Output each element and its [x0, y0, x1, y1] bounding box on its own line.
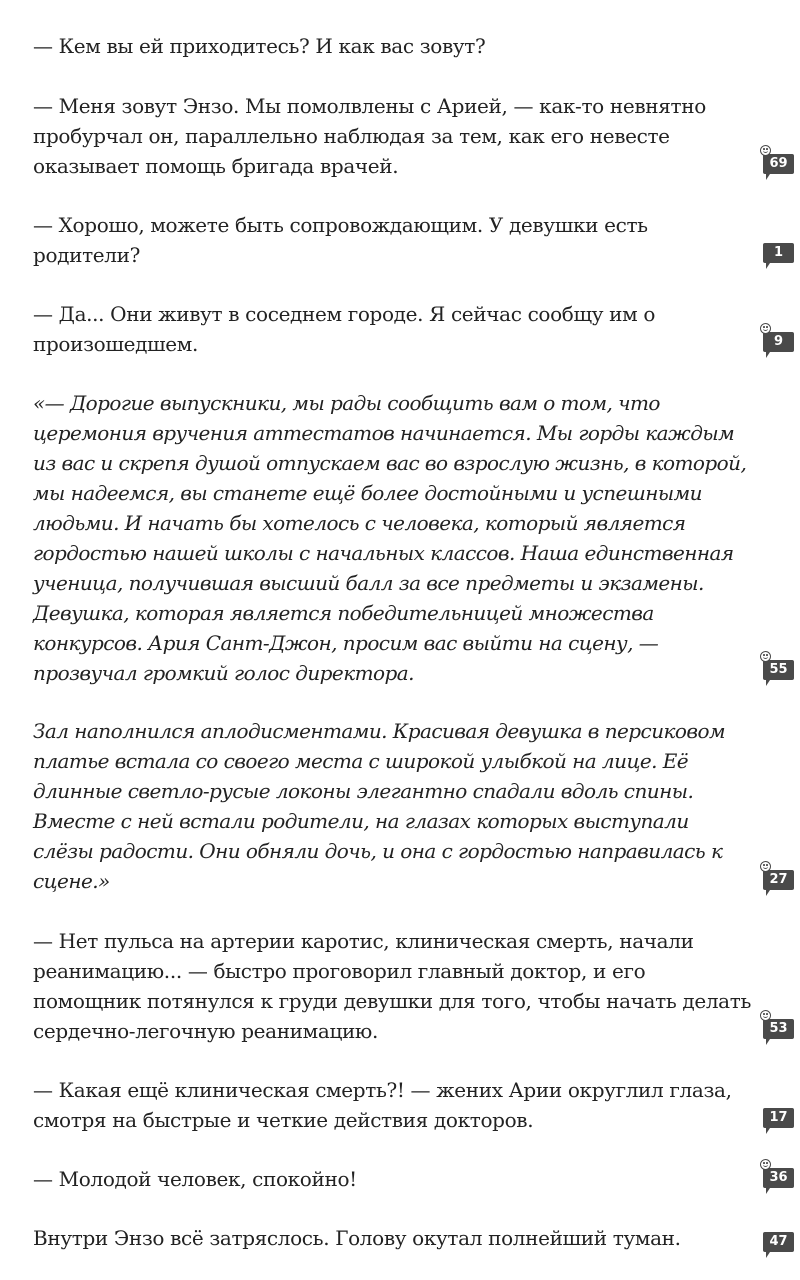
- paragraph-5-comments-button[interactable]: [763, 656, 794, 682]
- comment-count: 9: [773, 334, 784, 349]
- paragraph-6: Зал наполнился аплодисментами. Красивая девушка в персиковом платье встала со своего места с широкой улыбкой на лице. Её длинные светло-русые локоны элегантно спадали вдоль спины. Вместе с ней встали родители, на глазах которых выступали слёзы радости. Они обняли дочь, и она с гордостью направилась к сцене.»: [33, 719, 726, 893]
- paragraph-3: — Хорошо, можете быть сопровождающим. У девушки есть родители?: [33, 213, 648, 267]
- paragraph-10: Внутри Энзо всё затряслось. Голову окутал полнейший туман.: [33, 1226, 681, 1250]
- comment-count: 47: [769, 1234, 788, 1249]
- paragraph-6-comments-button[interactable]: [763, 866, 794, 892]
- paragraph-1: — Кем вы ей приходитесь? И как вас зовут?: [33, 34, 486, 58]
- paragraph-8-comments-button[interactable]: [763, 1104, 794, 1130]
- paragraph-5: «— Дорогие выпускники, мы рады сообщить вам о том, что церемония вручения аттестатов начинается. Мы горды каждым из вас и скрепя душой отпускаем вас во взрослую жизнь, в которой, мы надеемся, вы станете ещё более достойными и успешными людьми. И начать бы хотелось с человека, который является гордостью нашей школы с начальных классов. Наша единственная ученица, получившая высший балл за все предметы и экзамены. Девушка, которая является победительницей множества конкурсов. Ария Сант-Джон, просим вас выйти на сцену, — прозвучал громкий голос директора.: [33, 391, 747, 685]
- paragraph-9-comments-button[interactable]: [763, 1164, 794, 1190]
- comment-count: 36: [769, 1170, 788, 1185]
- paragraph-3-comments-button[interactable]: [763, 239, 794, 265]
- comment-count: 27: [769, 872, 788, 887]
- smiley-icon: [760, 145, 771, 156]
- smiley-icon: [760, 651, 771, 662]
- smiley-icon: [760, 1159, 771, 1170]
- paragraph-7: — Нет пульса на артерии каротис, клиническая смерть, начали реанимацию... — быстро проговорил главный доктор, и его помощник потянулся к груди девушки для того, чтобы начать делать сердечно-легочную реанимацию.: [33, 929, 752, 1043]
- paragraph-7-comments-button[interactable]: [763, 1015, 794, 1041]
- paragraph-4-comments-button[interactable]: [763, 328, 794, 354]
- comment-count: 55: [769, 662, 788, 677]
- smiley-icon: [760, 323, 771, 334]
- smiley-icon: [760, 1010, 771, 1021]
- paragraph-2: — Меня зовут Энзо. Мы помолвлены с Арией, — как-то невнятно пробурчал он, параллельно наблюдая за тем, как его невесте оказывает помощь бригада врачей.: [33, 94, 706, 178]
- paragraph-8: — Какая ещё клиническая смерть?! — жених Арии округлил глаза, смотря на быстрые и четкие действия докторов.: [33, 1078, 732, 1132]
- paragraph-9: — Молодой человек, спокойно!: [33, 1167, 357, 1191]
- smiley-icon: [760, 861, 771, 872]
- comment-count: 53: [769, 1021, 788, 1036]
- paragraph-4: — Да... Они живут в соседнем городе. Я сейчас сообщу им о произошедшем.: [33, 302, 656, 356]
- comment-count: 17: [769, 1110, 788, 1125]
- paragraph-2-comments-button[interactable]: [763, 150, 794, 176]
- paragraph-10-comments-button[interactable]: [763, 1228, 794, 1254]
- comment-count: 1: [773, 245, 784, 260]
- comment-count: 69: [769, 156, 788, 171]
